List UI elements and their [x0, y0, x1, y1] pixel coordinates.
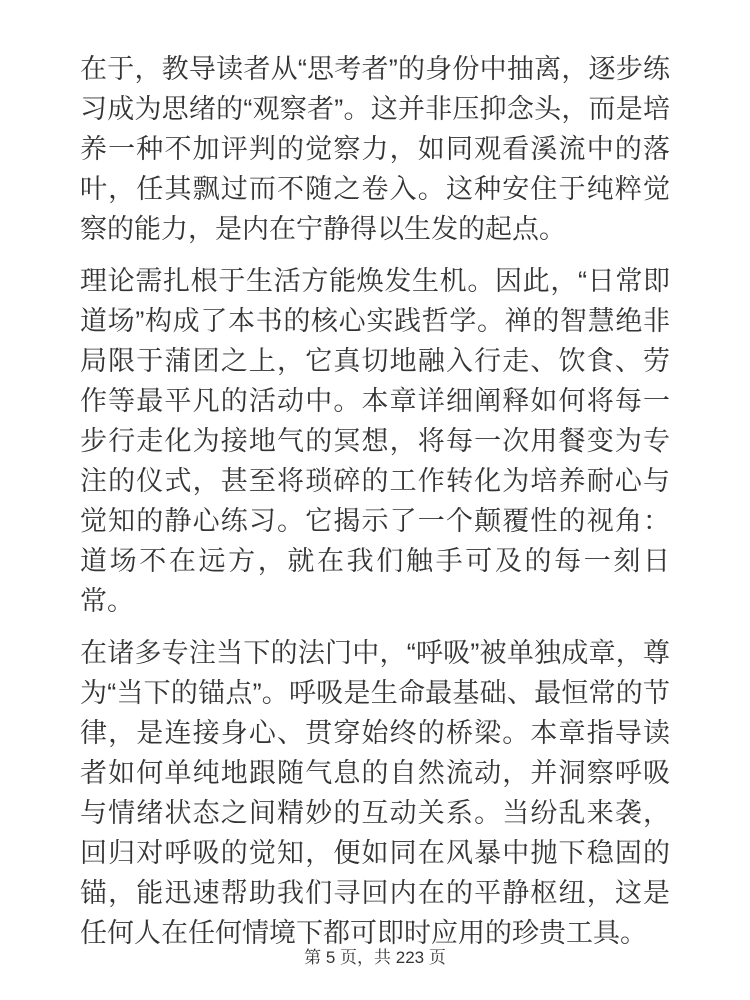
page-number-footer: 第 5 页，共 223 页	[304, 948, 446, 967]
paragraph-breath-anchor: 在诸多专注当下的法门中，“呼吸”被单独成章，尊为“当下的锚点”。呼吸是生命最基础、最恒常的节律，是连接身心、贯穿始终的桥梁。本章指导读者如何单纯地跟随气息的自然流动，并洞察呼吸与情绪状态之间精妙的互动关系。当纷乱来袭，回归对呼吸的觉知，便如同在风暴中抛下稳固的锚，能迅速帮助我们寻回内在的平静枢纽，这是任何人在任何情境下都可即时应用的珍贵工具。	[80, 638, 670, 948]
paragraph-observer-practice: 在于，教导读者从“思考者”的身份中抽离，逐步练习成为思绪的“观察者”。这并非压抑念头，而是培养一种不加评判的觉察力，如同观看溪流中的落叶，任其飘过而不随之卷入。这种安住于纯粹觉察的能力，是内在宁静得以生发的起点。	[80, 54, 670, 244]
page-content	[80, 49, 670, 953]
paragraph-daily-life-dojo: 理论需扎根于生活方能焕发生机。因此，“日常即道场”构成了本书的核心实践哲学。禅的智慧绝非局限于蒲团之上，它真切地融入行走、饮食、劳作等最平凡的活动中。本章详细阐释如何将每一步行走化为接地气的冥想，将每一次用餐变为专注的仪式，甚至将琐碎的工作转化为培养耐心与觉知的静心练习。它揭示了一个颠覆性的视角：道场不在远方，就在我们触手可及的每一刻日常。	[80, 266, 670, 616]
